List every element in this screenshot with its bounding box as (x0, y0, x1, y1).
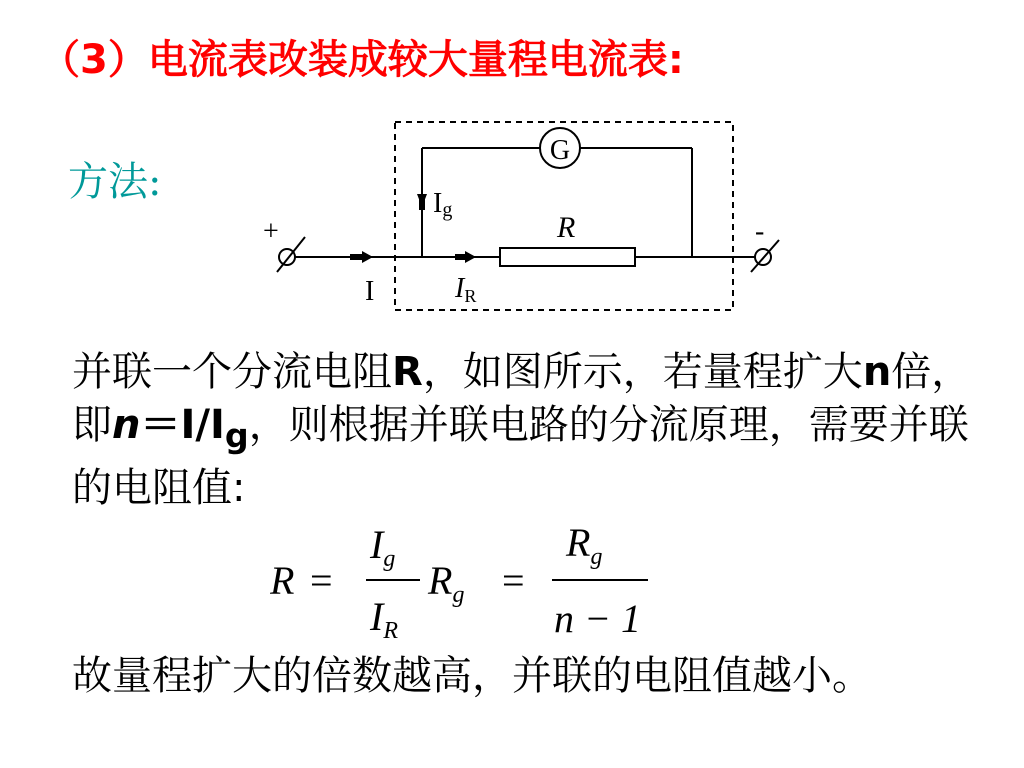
para-n-italic: n (112, 402, 141, 448)
explanation-paragraph (72, 346, 1002, 515)
fraction2-numerator: $R_g$ (566, 520, 603, 570)
fraction1-numerator: $I_g$ (370, 522, 396, 572)
para-text-1: 并联一个分流电阻 (72, 349, 392, 395)
formula-eq1: = (310, 558, 333, 603)
para-text-4: ，则根据并联电路的分流原理，需要并联的电阻值: (72, 402, 969, 511)
arrow-i (362, 251, 373, 263)
circuit-diagram (255, 112, 795, 317)
formula-rg: $R_g$ (428, 558, 465, 608)
para-ratio: ＝I/I (140, 402, 225, 448)
resistor-label: R (557, 211, 576, 244)
arrow-ig-body (419, 198, 425, 210)
minus-sign: - (755, 216, 765, 247)
method-label: 方法: (68, 159, 162, 205)
plus-sign: + (263, 216, 279, 247)
galvanometer-label: G (549, 135, 571, 166)
formula-eq2: = (502, 558, 525, 603)
current-ir-label: IR (455, 273, 477, 306)
current-i-label: I (365, 276, 375, 307)
para-n: n (862, 349, 892, 395)
formula-lhs: R (270, 558, 295, 603)
fraction2-denominator: n − 1 (554, 596, 641, 641)
para-r: R (392, 349, 423, 395)
para-g-sub: g (224, 416, 249, 455)
conclusion-text: 故量程扩大的倍数越高，并联的电阻值越小。 (72, 653, 872, 699)
current-ig-label: Ig (433, 188, 453, 221)
formula (270, 518, 670, 650)
arrow-ir (465, 251, 476, 263)
para-text-3: 倍，即 (72, 349, 972, 448)
slide-title: （3）电流表改装成较大量程电流表: (40, 37, 684, 83)
para-text-2: ，如图所示，若量程扩大 (422, 349, 863, 395)
arrow-i-body (350, 254, 364, 260)
fraction1-denominator: $I_R$ (370, 594, 398, 644)
resistor (500, 248, 635, 266)
